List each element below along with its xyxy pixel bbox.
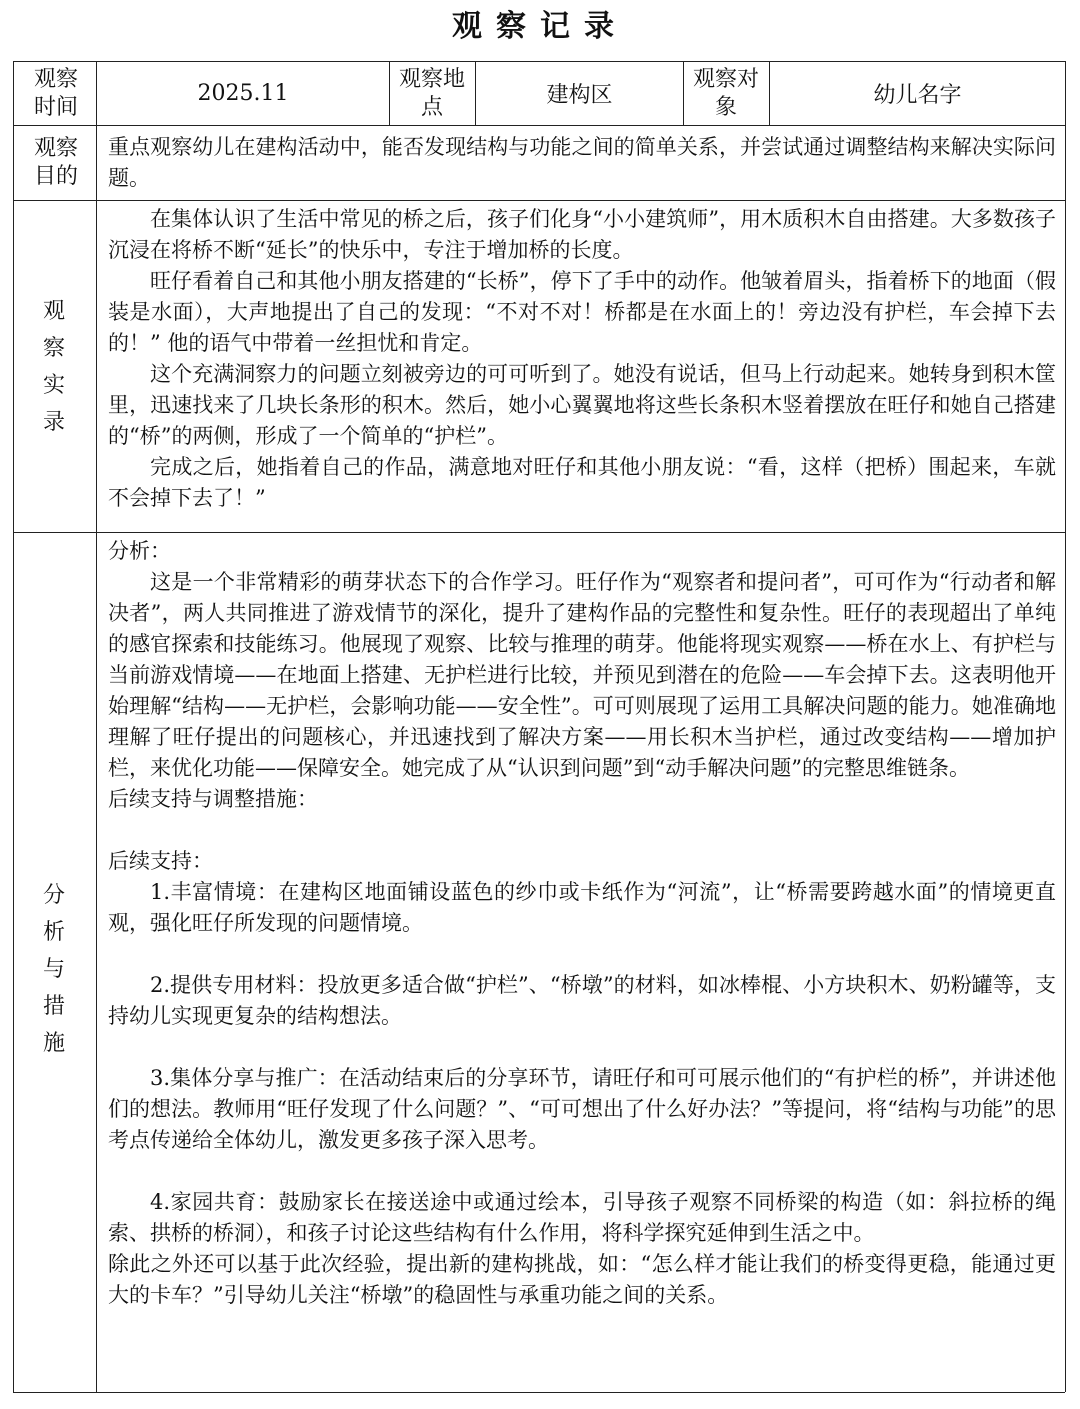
table-divider <box>13 532 1065 533</box>
support-item: 4.家园共育：鼓励家长在接送途中或通过绘本，引导孩子观察不同桥梁的构造（如：斜拉桥的绳索、拱桥的桥洞），和孩子讨论这些结构有什么作用，将科学探究延伸到生活之中。 <box>108 1190 1056 1245</box>
support-item: 3.集体分享与推广：在活动结束后的分享环节，请旺仔和可可展示他们的“有护栏的桥”，并讲述他们的想法。教师用“旺仔发现了什么问题？”、“可可想出了什么好办法？”等提问，将“结构与功能”的思考点传递给全体幼儿，激发更多孩子深入思考。 <box>108 1066 1056 1152</box>
closing-text: 除此之外还可以基于此次经验，提出新的建构挑战，如：“怎么样才能让我们的桥变得更稳，能通过更大的卡车？”引导幼儿关注“桥墩”的稳固性与承重功能之间的关系。 <box>108 1252 1056 1307</box>
analysis-text <box>108 536 1056 1311</box>
analysis-heading: 分析： <box>108 539 171 563</box>
record-label: 观察实录 <box>42 298 65 435</box>
analysis-body: 这是一个非常精彩的萌芽状态下的合作学习。旺仔作为“观察者和提问者”，可可作为“行动者和解决者”，两人共同推进了游戏情节的深化，提升了建构作品的完整性和复杂性。旺仔的表现超出了单纯的感官探索和技能练习。他展现了观察、比较与推理的萌芽。他能将现实观察——桥在水上、有护栏与当前游戏情境——在地面上搭建、无护栏进行比较，并预见到潜在的危险——车会掉下去。这表明他开始理解“结构——无护栏，会影响功能——安全性”。可可则展现了运用工具解决问题的能力。她准确地理解了旺仔提出的问题核心，并迅速找到了解决方案——用长积木当护栏，通过改变结构——增加护栏，来优化功能——保障安全。她完成了从“认识到问题”到“动手解决问题”的完整思维链条。 <box>108 570 1056 780</box>
record-paragraph: 在集体认识了生活中常见的桥之后，孩子们化身“小小建筑师”，用木质积木自由搭建。大多数孩子沉浸在将桥不断“延长”的快乐中，专注于增加桥的长度。 <box>108 207 1056 262</box>
record-paragraph: 完成之后，她指着自己的作品，满意地对旺仔和其他小朋友说：“看，这样（把桥）围起来，车就不会掉下去了！” <box>108 455 1056 510</box>
place-label: 观察地点 <box>398 66 465 120</box>
table-divider <box>389 61 390 125</box>
target-label: 观察对象 <box>692 66 759 120</box>
place-value: 建构区 <box>546 83 613 108</box>
record-text <box>108 204 1056 514</box>
purpose-label: 观察目的 <box>33 136 78 189</box>
purpose-text: 重点观察幼儿在建构活动中，能否发现结构与功能之间的简单关系，并尝试通过调整结构来解决实际问题。 <box>108 135 1056 190</box>
table-border-bottom <box>13 1392 1065 1393</box>
followup-heading: 后续支持与调整措施： <box>108 787 318 811</box>
support-heading: 后续支持： <box>108 849 213 873</box>
time-label: 观察时间 <box>33 66 78 120</box>
analysis-label: 分析与措施 <box>42 882 65 1056</box>
table-divider <box>13 200 1065 201</box>
support-item: 1.丰富情境：在建构区地面铺设蓝色的纱巾或卡纸作为“河流”，让“桥需要跨越水面”的情境更直观，强化旺仔所发现的问题情境。 <box>108 880 1056 935</box>
record-paragraph: 这个充满洞察力的问题立刻被旁边的可可听到了。她没有说话，但马上行动起来。她转身到积木筐里，迅速找来了几块长条形的积木。然后，她小心翼翼地将这些长条积木竖着摆放在旺仔和她自己搭建的“桥”的两侧，形成了一个简单的“护栏”。 <box>108 362 1056 448</box>
table-border-right <box>1065 61 1066 1392</box>
table-divider <box>683 61 684 125</box>
page-title: 观察记录 <box>452 9 628 44</box>
table-divider <box>13 125 1065 126</box>
table-border-left <box>13 61 14 1392</box>
target-value: 幼儿名字 <box>873 83 962 108</box>
time-value: 2025.11 <box>197 81 289 106</box>
table-divider <box>96 61 97 1392</box>
record-paragraph: 旺仔看着自己和其他小朋友搭建的“长桥”，停下了手中的动作。他皱着眉头，指着桥下的地面（假装是水面），大声地提出了自己的发现：“不对不对！桥都是在水面上的！旁边没有护栏，车会掉下去的！” 他的语气中带着一丝担忧和肯定。 <box>108 269 1056 355</box>
support-item: 2.提供专用材料：投放更多适合做“护栏”、“桥墩”的材料，如冰棒棍、小方块积木、奶粉罐等，支持幼儿实现更复杂的结构想法。 <box>108 973 1056 1028</box>
